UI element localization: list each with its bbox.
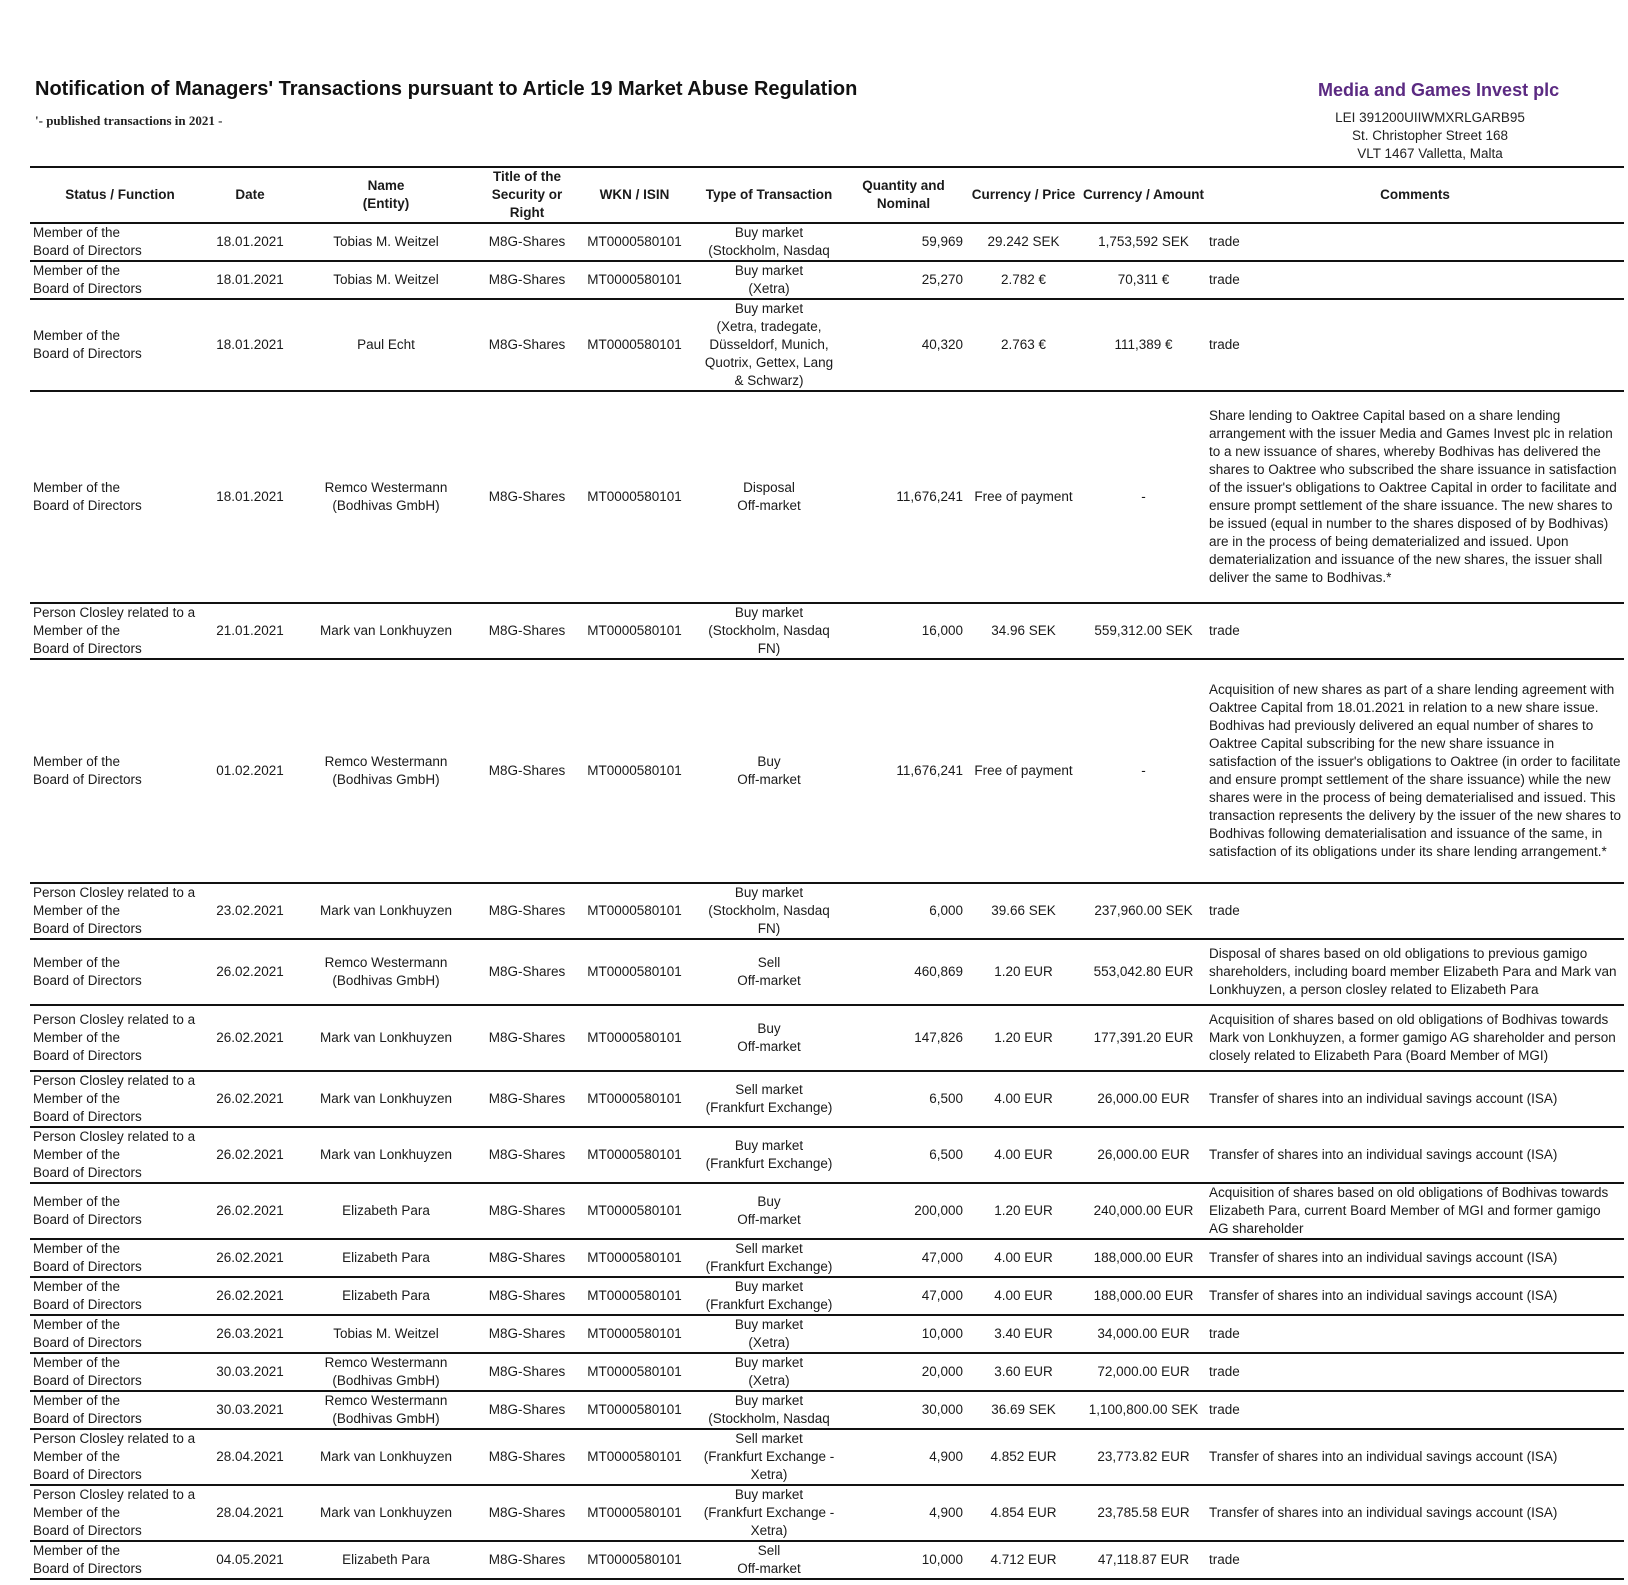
status-cell: Member of the Board of Directors [30, 391, 210, 603]
transaction-type-cell: Sell market (Frankfurt Exchange) [697, 1071, 841, 1127]
name-cell: Remco Westermann (Bodhivas GmbH) [290, 1391, 482, 1429]
isin-cell: MT0000580101 [572, 1071, 697, 1127]
name-cell: Elizabeth Para [290, 1541, 482, 1579]
table-row [30, 603, 1624, 659]
name-cell: Elizabeth Para [290, 1183, 482, 1239]
table-row [30, 261, 1624, 299]
price-cell: 29.242 SEK [966, 223, 1081, 261]
comments-cell: Acquisition of new shares as part of a share lending agreement with Oaktree Capital from 18.01.2021 in relation to a new share issue. Bodhivas had previously delivered an equal number of shares to Oaktree Capital subscribing for the new share issuance in satisfaction of the issuer's obligations to Oaktree (in order to facilitate and ensure prompt settlement of the share issuance) while the new shares were in the process of being dematerialised and issued. This transaction represents the delivery by the issuer of the new shares to Bodhivas following dematerialisation and issuance of the same, in satisfaction of its obligations under its share lending arrangement.* [1206, 659, 1624, 883]
amount-cell: 1,753,592 SEK [1081, 223, 1206, 261]
date-cell: 18.01.2021 [210, 223, 290, 261]
amount-cell: 188,000.00 EUR [1081, 1239, 1206, 1277]
comments-cell: Transfer of shares into an individual savings account (ISA) [1206, 1485, 1624, 1541]
isin-cell: MT0000580101 [572, 1541, 697, 1579]
comments-cell: trade [1206, 883, 1624, 939]
transaction-type-cell: Buy market (Stockholm, Nasdaq [697, 223, 841, 261]
amount-cell: - [1081, 391, 1206, 603]
transaction-type-cell: Sell Off-market [697, 939, 841, 1005]
price-cell: 2.763 € [966, 299, 1081, 391]
name-cell: Elizabeth Para [290, 1239, 482, 1277]
comments-cell: trade [1206, 603, 1624, 659]
comments-cell: trade [1206, 1315, 1624, 1353]
column-header-amount: Currency / Amount [1081, 167, 1206, 223]
table-row [30, 1353, 1624, 1391]
quantity-cell: 6,000 [841, 883, 966, 939]
status-cell: Member of the Board of Directors [30, 659, 210, 883]
status-cell: Person Closley related to a Member of the Board of Directors [30, 883, 210, 939]
table-row [30, 299, 1624, 391]
security-cell: M8G-Shares [482, 883, 572, 939]
comments-cell: trade [1206, 1391, 1624, 1429]
quantity-cell: 4,900 [841, 1429, 966, 1485]
isin-cell: MT0000580101 [572, 883, 697, 939]
security-cell: M8G-Shares [482, 939, 572, 1005]
status-cell: Member of the Board of Directors [30, 1391, 210, 1429]
transaction-type-cell: Buy market (Stockholm, Nasdaq FN) [697, 883, 841, 939]
date-cell: 26.02.2021 [210, 1277, 290, 1315]
price-cell: Free of payment [966, 391, 1081, 603]
page-title: Notification of Managers' Transactions pursuant to Article 19 Market Abuse Regulation [35, 78, 858, 100]
comments-cell: Transfer of shares into an individual savings account (ISA) [1206, 1239, 1624, 1277]
amount-cell: 240,000.00 EUR [1081, 1183, 1206, 1239]
transaction-type-cell: Sell market (Frankfurt Exchange) [697, 1239, 841, 1277]
name-cell: Remco Westermann (Bodhivas GmbH) [290, 939, 482, 1005]
table-row [30, 1127, 1624, 1183]
price-cell: 1.20 EUR [966, 1005, 1081, 1071]
quantity-cell: 25,270 [841, 261, 966, 299]
security-cell: M8G-Shares [482, 659, 572, 883]
table-row [30, 1485, 1624, 1541]
price-cell: 4.854 EUR [966, 1485, 1081, 1541]
name-cell: Mark van Lonkhuyzen [290, 1071, 482, 1127]
price-cell: 34.96 SEK [966, 603, 1081, 659]
security-cell: M8G-Shares [482, 1127, 572, 1183]
isin-cell: MT0000580101 [572, 223, 697, 261]
date-cell: 28.04.2021 [210, 1485, 290, 1541]
column-header-date: Date [210, 167, 290, 223]
isin-cell: MT0000580101 [572, 1183, 697, 1239]
status-cell: Member of the Board of Directors [30, 223, 210, 261]
transaction-type-cell: Buy market (Xetra) [697, 261, 841, 299]
isin-cell: MT0000580101 [572, 1239, 697, 1277]
transaction-type-cell: Sell market (Frankfurt Exchange - Xetra) [697, 1429, 841, 1485]
isin-cell: MT0000580101 [572, 1005, 697, 1071]
comments-cell: Transfer of shares into an individual savings account (ISA) [1206, 1127, 1624, 1183]
status-cell: Member of the Board of Directors [30, 299, 210, 391]
quantity-cell: 11,676,241 [841, 391, 966, 603]
amount-cell: 559,312.00 SEK [1081, 603, 1206, 659]
price-cell: 3.40 EUR [966, 1315, 1081, 1353]
isin-cell: MT0000580101 [572, 1315, 697, 1353]
column-header-status: Status / Function [30, 167, 210, 223]
column-header-type: Type of Transaction [697, 167, 841, 223]
table-row [30, 1315, 1624, 1353]
comments-cell: trade [1206, 1353, 1624, 1391]
quantity-cell: 4,900 [841, 1485, 966, 1541]
date-cell: 26.02.2021 [210, 1183, 290, 1239]
status-cell: Person Closley related to a Member of the Board of Directors [30, 1485, 210, 1541]
quantity-cell: 40,320 [841, 299, 966, 391]
status-cell: Member of the Board of Directors [30, 1315, 210, 1353]
name-cell: Mark van Lonkhuyzen [290, 603, 482, 659]
quantity-cell: 20,000 [841, 1353, 966, 1391]
name-cell: Tobias M. Weitzel [290, 1315, 482, 1353]
table-row [30, 391, 1624, 603]
amount-cell: 34,000.00 EUR [1081, 1315, 1206, 1353]
name-cell: Tobias M. Weitzel [290, 261, 482, 299]
name-cell: Remco Westermann (Bodhivas GmbH) [290, 391, 482, 603]
quantity-cell: 16,000 [841, 603, 966, 659]
price-cell: 4.712 EUR [966, 1541, 1081, 1579]
security-cell: M8G-Shares [482, 223, 572, 261]
company-city: VLT 1467 Valletta, Malta [1357, 146, 1503, 161]
price-cell: 4.00 EUR [966, 1277, 1081, 1315]
date-cell: 26.02.2021 [210, 1071, 290, 1127]
name-cell: Mark van Lonkhuyzen [290, 1127, 482, 1183]
date-cell: 18.01.2021 [210, 299, 290, 391]
transaction-type-cell: Buy Off-market [697, 1005, 841, 1071]
company-street: St. Christopher Street 168 [1351, 128, 1509, 143]
transaction-type-cell: Buy market (Xetra) [697, 1353, 841, 1391]
table-row [30, 1005, 1624, 1071]
quantity-cell: 147,826 [841, 1005, 966, 1071]
status-cell: Person Closley related to a Member of the Board of Directors [30, 1127, 210, 1183]
quantity-cell: 460,869 [841, 939, 966, 1005]
status-cell: Person Closley related to a Member of the Board of Directors [30, 1005, 210, 1071]
security-cell: M8G-Shares [482, 603, 572, 659]
comments-cell: trade [1206, 1541, 1624, 1579]
comments-cell: trade [1206, 223, 1624, 261]
quantity-cell: 47,000 [841, 1277, 966, 1315]
table-row [30, 659, 1624, 883]
security-cell: M8G-Shares [482, 1429, 572, 1485]
security-cell: M8G-Shares [482, 1391, 572, 1429]
amount-cell: 72,000.00 EUR [1081, 1353, 1206, 1391]
company-lei: LEI 391200UIIWMXRLGARB95 [1335, 110, 1525, 125]
amount-cell: 23,785.58 EUR [1081, 1485, 1206, 1541]
name-cell: Tobias M. Weitzel [290, 223, 482, 261]
price-cell: 4.00 EUR [966, 1239, 1081, 1277]
comments-cell: trade [1206, 299, 1624, 391]
status-cell: Person Closley related to a Member of the Board of Directors [30, 1429, 210, 1485]
isin-cell: MT0000580101 [572, 1485, 697, 1541]
status-cell: Member of the Board of Directors [30, 939, 210, 1005]
amount-cell: 553,042.80 EUR [1081, 939, 1206, 1005]
security-cell: M8G-Shares [482, 1005, 572, 1071]
transaction-type-cell: Buy market (Frankfurt Exchange - Xetra) [697, 1485, 841, 1541]
name-cell: Remco Westermann (Bodhivas GmbH) [290, 1353, 482, 1391]
price-cell: 4.00 EUR [966, 1071, 1081, 1127]
quantity-cell: 6,500 [841, 1127, 966, 1183]
security-cell: M8G-Shares [482, 1277, 572, 1315]
date-cell: 18.01.2021 [210, 391, 290, 603]
isin-cell: MT0000580101 [572, 939, 697, 1005]
transaction-type-cell: Disposal Off-market [697, 391, 841, 603]
price-cell: 36.69 SEK [966, 1391, 1081, 1429]
table-row [30, 223, 1624, 261]
security-cell: M8G-Shares [482, 1071, 572, 1127]
date-cell: 01.02.2021 [210, 659, 290, 883]
date-cell: 04.05.2021 [210, 1541, 290, 1579]
name-cell: Elizabeth Para [290, 1277, 482, 1315]
comments-cell: Share lending to Oaktree Capital based on a share lending arrangement with the issuer Media and Games Invest plc in relation to a new issuance of shares, whereby Bodhivas has delivered the shares to Oaktree who subscribed the share issuance in satisfaction of the issuer's obligations to Oaktree Capital in order to facilitate and ensure prompt settlement of the share issuance. The new shares to be issued (equal in number to the shares disposed of by Bodhivas) are in the process of being dematerialized and issued. Upon dematerialization and issuance of the new shares, the issuer shall deliver the same to Bodhivas.* [1206, 391, 1624, 603]
transaction-type-cell: Buy Off-market [697, 659, 841, 883]
name-cell: Remco Westermann (Bodhivas GmbH) [290, 659, 482, 883]
date-cell: 26.02.2021 [210, 1127, 290, 1183]
price-cell: 1.20 EUR [966, 939, 1081, 1005]
status-cell: Member of the Board of Directors [30, 1183, 210, 1239]
status-cell: Person Closley related to a Member of the Board of Directors [30, 603, 210, 659]
amount-cell: 177,391.20 EUR [1081, 1005, 1206, 1071]
table-row [30, 1239, 1624, 1277]
transaction-type-cell: Buy market (Xetra, tradegate, Düsseldorf, Munich, Quotrix, Gettex, Lang & Schwarz) [697, 299, 841, 391]
transactions-table [30, 166, 1624, 1580]
column-header-quantity: Quantity and Nominal [841, 167, 966, 223]
isin-cell: MT0000580101 [572, 1127, 697, 1183]
quantity-cell: 6,500 [841, 1071, 966, 1127]
date-cell: 26.03.2021 [210, 1315, 290, 1353]
isin-cell: MT0000580101 [572, 299, 697, 391]
comments-cell: Transfer of shares into an individual savings account (ISA) [1206, 1277, 1624, 1315]
isin-cell: MT0000580101 [572, 261, 697, 299]
security-cell: M8G-Shares [482, 1239, 572, 1277]
transaction-type-cell: Buy market (Stockholm, Nasdaq FN) [697, 603, 841, 659]
isin-cell: MT0000580101 [572, 1277, 697, 1315]
amount-cell: 188,000.00 EUR [1081, 1277, 1206, 1315]
amount-cell: 26,000.00 EUR [1081, 1071, 1206, 1127]
table-header-row [30, 167, 1624, 223]
comments-cell: Transfer of shares into an individual savings account (ISA) [1206, 1429, 1624, 1485]
table-row [30, 1429, 1624, 1485]
isin-cell: MT0000580101 [572, 1429, 697, 1485]
comments-cell: Disposal of shares based on old obligations to previous gamigo shareholders, including board member Elizabeth Para and Mark van Lonkhuyzen, a person closley related to Elizabeth Para [1206, 939, 1624, 1005]
table-row [30, 1183, 1624, 1239]
company-name: Media and Games Invest plc [1318, 80, 1560, 100]
quantity-cell: 10,000 [841, 1541, 966, 1579]
table-row [30, 1277, 1624, 1315]
comments-cell: Transfer of shares into an individual savings account (ISA) [1206, 1071, 1624, 1127]
isin-cell: MT0000580101 [572, 603, 697, 659]
comments-cell: trade [1206, 261, 1624, 299]
transaction-type-cell: Buy market (Frankfurt Exchange) [697, 1127, 841, 1183]
date-cell: 30.03.2021 [210, 1391, 290, 1429]
name-cell: Mark van Lonkhuyzen [290, 1485, 482, 1541]
name-cell: Mark van Lonkhuyzen [290, 883, 482, 939]
security-cell: M8G-Shares [482, 1541, 572, 1579]
date-cell: 18.01.2021 [210, 261, 290, 299]
status-cell: Member of the Board of Directors [30, 261, 210, 299]
price-cell: Free of payment [966, 659, 1081, 883]
isin-cell: MT0000580101 [572, 659, 697, 883]
security-cell: M8G-Shares [482, 1485, 572, 1541]
table-row [30, 1391, 1624, 1429]
price-cell: 4.852 EUR [966, 1429, 1081, 1485]
isin-cell: MT0000580101 [572, 1391, 697, 1429]
quantity-cell: 47,000 [841, 1239, 966, 1277]
status-cell: Member of the Board of Directors [30, 1353, 210, 1391]
transaction-type-cell: Buy Off-market [697, 1183, 841, 1239]
transaction-type-cell: Buy market (Frankfurt Exchange) [697, 1277, 841, 1315]
security-cell: M8G-Shares [482, 261, 572, 299]
status-cell: Member of the Board of Directors [30, 1541, 210, 1579]
date-cell: 21.01.2021 [210, 603, 290, 659]
name-cell: Mark van Lonkhuyzen [290, 1429, 482, 1485]
date-cell: 26.02.2021 [210, 939, 290, 1005]
transaction-type-cell: Buy market (Stockholm, Nasdaq [697, 1391, 841, 1429]
quantity-cell: 59,969 [841, 223, 966, 261]
amount-cell: 70,311 € [1081, 261, 1206, 299]
security-cell: M8G-Shares [482, 1353, 572, 1391]
page-subtitle: '- published transactions in 2021 - [35, 113, 223, 128]
column-header-isin: WKN / ISIN [572, 167, 697, 223]
quantity-cell: 200,000 [841, 1183, 966, 1239]
price-cell: 3.60 EUR [966, 1353, 1081, 1391]
date-cell: 26.02.2021 [210, 1005, 290, 1071]
amount-cell: 47,118.87 EUR [1081, 1541, 1206, 1579]
table-row [30, 883, 1624, 939]
comments-cell: Acquisition of shares based on old obligations of Bodhivas towards Mark von Lonkhuyzen, a former gamigo AG shareholder and person closely related to Elizabeth Para (Board Member of MGI) [1206, 1005, 1624, 1071]
price-cell: 4.00 EUR [966, 1127, 1081, 1183]
amount-cell: 111,389 € [1081, 299, 1206, 391]
table-row [30, 939, 1624, 1005]
status-cell: Person Closley related to a Member of the Board of Directors [30, 1071, 210, 1127]
transaction-type-cell: Buy market (Xetra) [697, 1315, 841, 1353]
security-cell: M8G-Shares [482, 299, 572, 391]
security-cell: M8G-Shares [482, 391, 572, 603]
amount-cell: 1,100,800.00 SEK [1081, 1391, 1206, 1429]
column-header-name: Name (Entity) [290, 167, 482, 223]
price-cell: 1.20 EUR [966, 1183, 1081, 1239]
quantity-cell: 10,000 [841, 1315, 966, 1353]
quantity-cell: 11,676,241 [841, 659, 966, 883]
isin-cell: MT0000580101 [572, 391, 697, 603]
date-cell: 23.02.2021 [210, 883, 290, 939]
name-cell: Mark van Lonkhuyzen [290, 1005, 482, 1071]
amount-cell: 23,773.82 EUR [1081, 1429, 1206, 1485]
security-cell: M8G-Shares [482, 1315, 572, 1353]
date-cell: 28.04.2021 [210, 1429, 290, 1485]
date-cell: 26.02.2021 [210, 1239, 290, 1277]
amount-cell: 237,960.00 SEK [1081, 883, 1206, 939]
amount-cell: - [1081, 659, 1206, 883]
quantity-cell: 30,000 [841, 1391, 966, 1429]
name-cell: Paul Echt [290, 299, 482, 391]
amount-cell: 26,000.00 EUR [1081, 1127, 1206, 1183]
table-row [30, 1071, 1624, 1127]
comments-cell: Acquisition of shares based on old obligations of Bodhivas towards Elizabeth Para, current Board Member of MGI and former gamigo AG shareholder [1206, 1183, 1624, 1239]
price-cell: 39.66 SEK [966, 883, 1081, 939]
status-cell: Member of the Board of Directors [30, 1277, 210, 1315]
date-cell: 30.03.2021 [210, 1353, 290, 1391]
column-header-comments: Comments [1206, 167, 1624, 223]
column-header-price: Currency / Price [966, 167, 1081, 223]
table-row [30, 1541, 1624, 1579]
price-cell: 2.782 € [966, 261, 1081, 299]
status-cell: Member of the Board of Directors [30, 1239, 210, 1277]
security-cell: M8G-Shares [482, 1183, 572, 1239]
transaction-type-cell: Sell Off-market [697, 1541, 841, 1579]
column-header-security: Title of the Security or Right [482, 167, 572, 223]
isin-cell: MT0000580101 [572, 1353, 697, 1391]
